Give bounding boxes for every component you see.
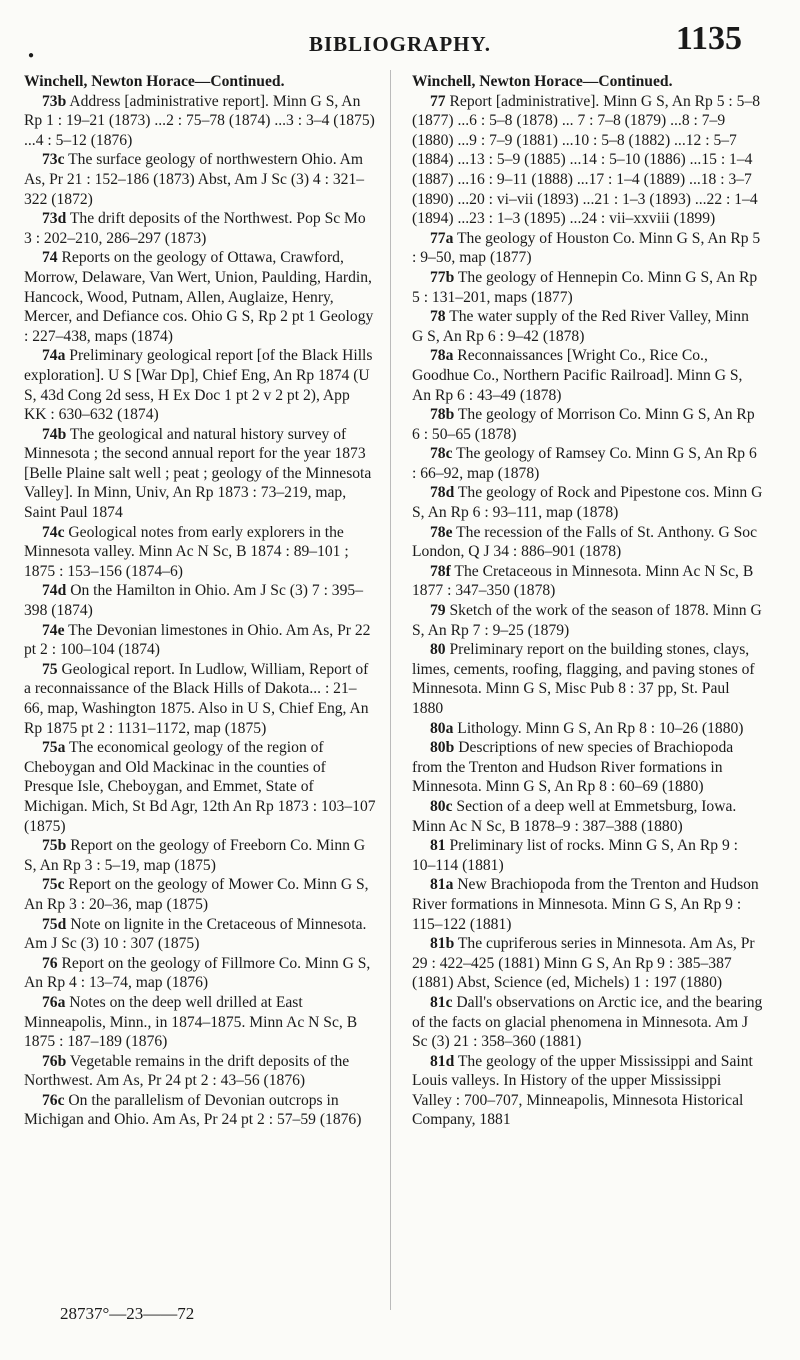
entry-text: The Devonian limestones in Ohio. Am As, Pr 22 pt 2 : 100–104 (1874) [24, 621, 371, 659]
entry-key: 74a [42, 347, 66, 365]
bibliography-entry [24, 660, 376, 738]
bibliography-entry [24, 425, 376, 523]
entry-key: 78a [430, 347, 454, 365]
entry-text: The geological and natural history survey of Minnesota ; the second annual report for the year 1873 [Belle Plaine salt well ; peat ; geology of the Minnesota Valley]. In Minn, Univ, An Rp 1873 : 73–219, map, Saint Paul 1874 [24, 425, 372, 522]
entry-key: 74 [42, 249, 58, 267]
bibliography-entry [24, 621, 376, 660]
entry-key: 78f [430, 562, 451, 580]
entry-text: The geology of Morrison Co. Minn G S, An Rp 6 : 50–65 (1878) [412, 406, 755, 443]
entry-key: 81 [430, 837, 446, 855]
bibliography-entry [412, 405, 764, 444]
bibliography-entry [412, 993, 764, 1052]
entry-key: 77a [430, 229, 454, 247]
entry-text: Report on the geology of Mower Co. Minn G S, An Rp 3 : 20–36, map (1875) [24, 876, 369, 913]
entry-text: Report [administrative]. Minn G S, An Rp 5 : 5–8 (1877) ...6 : 5–8 (1878) ... 7 : 7–8 (1879) ...8 : 7–9 (1880) ...9 : 7–9 (1881) ...10 : 5–8 (1882) ...12 : 5–7 (1884) ...13 : 5–9 (1885) ...14 : 5–10 (1886) ...15 : 1–4 (1887) ...16 : 9–11 (1888) ...17 : 1–4 (1889) ...18 : 3–7 (1890) ...20 : vi–vii (1893) ...21 : 1–3 (1893) ...22 : 1–4 (1894) ...23 : 1–3 (1895) ...24 : vii–xxviii (1899) [412, 92, 761, 228]
entry-text: Reconnaissances [Wright Co., Rice Co., Goodhue Co., Northern Pacific Railroad]. Minn G S, An Rp 6 : 43–49 (1878) [412, 347, 743, 404]
bibliography-entry [412, 797, 764, 836]
entry-key: 81a [430, 876, 454, 894]
bibliography-entry [412, 640, 764, 718]
bibliography-entry [412, 601, 764, 640]
bibliography-entry [24, 209, 376, 248]
bibliography-entry [412, 1052, 764, 1130]
page-number: 1135 [675, 20, 742, 57]
entry-key: 78d [430, 484, 455, 502]
entry-text: Sketch of the work of the season of 1878. Minn G S, An Rp 7 : 9–25 (1879) [412, 602, 762, 639]
entry-text: Report on the geology of Freeborn Co. Minn G S, An Rp 3 : 5–19, map (1875) [24, 837, 366, 874]
entry-key: 75a [42, 739, 66, 757]
entry-text: The surface geology of northwestern Ohio. Am As, Pr 21 : 152–186 (1873) Abst, Am J Sc (3) 4 : 321–322 (1872) [24, 151, 365, 208]
entry-text: Notes on the deep well drilled at East Minneapolis, Minn., in 1874–1875. Minn Ac N Sc, B 1875 : 187–189 (1876) [24, 993, 358, 1051]
bibliography-entry [24, 954, 376, 993]
entry-key: 81c [430, 993, 453, 1011]
entry-text: Lithology. Minn G S, An Rp 8 : 10–26 (1880) [457, 719, 744, 737]
entry-text: Preliminary list of rocks. Minn G S, An Rp 9 : 10–114 (1881) [412, 837, 738, 874]
entry-text: Preliminary geological report [of the Black Hills exploration]. U S [War Dp], Chief Eng, An Rp 1874 (U S, 43d Cong 2d sess, H Ex Doc 1 pt 2 v 2 pt 2), App KK : 630–632 (1874) [24, 347, 373, 424]
entry-text: The Cretaceous in Minnesota. Minn Ac N Sc, B 1877 : 347–350 (1878) [412, 562, 754, 600]
column-divider [390, 70, 391, 1310]
entry-text: Preliminary report on the building stones, clays, limes, cements, roofing, flagging, and paving stones of Minnesota. Minn G S, Misc Pub 8 : 37 pp, St. Paul 1880 [412, 641, 755, 717]
bibliography-entry [412, 719, 764, 739]
entry-text: The geology of Houston Co. Minn G S, An Rp 5 : 9–50, map (1877) [412, 229, 761, 267]
bibliography-entry [412, 836, 764, 875]
bibliography-entry [412, 523, 764, 562]
bibliography-entry [24, 875, 376, 914]
entry-key: 80a [430, 719, 454, 737]
entry-key: 73d [42, 210, 67, 228]
entry-text: The drift deposits of the Northwest. Pop Sc Mo 3 : 202–210, 286–297 (1873) [24, 210, 366, 247]
entry-text: On the Hamilton in Ohio. Am J Sc (3) 7 : 395–398 (1874) [24, 582, 363, 620]
entry-key: 77 [430, 92, 446, 110]
entry-text: The water supply of the Red River Valley, Minn G S, An Rp 6 : 9–42 (1878) [412, 308, 749, 345]
entry-key: 81b [430, 935, 455, 953]
entry-key: 81d [430, 1052, 455, 1070]
bibliography-entry [24, 248, 376, 346]
bibliography-entry [412, 738, 764, 797]
entry-text: The cupriferous series in Minnesota. Am As, Pr 29 : 422–425 (1881) Minn G S, An Rp 9 : 385–387 (1881) Abst, Science (ed, Michels) 1 : 197 (1880) [412, 935, 755, 992]
entry-text: The recession of the Falls of St. Anthony. G Soc London, Q J 34 : 886–901 (1878) [412, 523, 758, 561]
bibliography-entry [412, 483, 764, 522]
entry-key: 79 [430, 602, 446, 620]
entry-text: Geological report. In Ludlow, William, Report of a reconnaissance of the Black Hills of Dakota... : 21–66, map, Washington 1875. Also in U S, Chief Eng, An Rp 1875 pt 2 : 1131–1172, map (1875) [24, 660, 369, 737]
bibliography-entry [24, 993, 376, 1052]
entry-key: 74b [42, 425, 67, 443]
bibliography-entry [24, 523, 376, 582]
column-heading: Winchell, Newton Horace—Continued. [24, 73, 285, 90]
bibliography-entry [412, 268, 764, 307]
entry-text: Report on the geology of Fillmore Co. Minn G S, An Rp 4 : 13–74, map (1876) [24, 954, 371, 992]
bibliography-entry [412, 934, 764, 993]
entry-text: The geology of Ramsey Co. Minn G S, An Rp 6 : 66–92, map (1878) [412, 445, 757, 482]
bullet-mark: ● [28, 50, 35, 61]
entry-text: The geology of the upper Mississippi and Saint Louis valleys. In History of the upper Mississippi Valley : 700–707, Minneapolis, Minnesota Historical Company, 1881 [412, 1052, 753, 1129]
bibliography-entry [24, 738, 376, 836]
bibliography-entry [412, 562, 764, 601]
entry-key: 78e [430, 523, 453, 541]
entry-key: 75c [42, 876, 65, 894]
entry-key: 73b [42, 92, 67, 110]
bibliography-entry [412, 444, 764, 483]
entry-key: 78c [430, 445, 453, 463]
bibliography-entry [24, 581, 376, 620]
entry-text: Address [administrative report]. Minn G S, An Rp 1 : 19–21 (1873) ...2 : 75–78 (1874) ...3 : 3–4 (1875) ...4 : 5–12 (1876) [24, 92, 375, 149]
entry-key: 76a [42, 993, 66, 1011]
bibliography-entry [24, 92, 376, 151]
entry-text: The economical geology of the region of Cheboygan and Old Mackinac in the counties of Presque Isle, Cheboygan, and Emmet, State of Michigan. Mich, St Bd Agr, 12th An Rp 1873 : 103–107 (1875) [24, 739, 376, 835]
bibliography-entry [24, 915, 376, 954]
entry-text: The geology of Rock and Pipestone cos. Minn G S, An Rp 6 : 93–111, map (1878) [412, 484, 763, 522]
entry-key: 74c [42, 523, 65, 541]
entry-key: 78 [430, 308, 446, 326]
bibliography-entry [412, 346, 764, 405]
bibliography-entry [412, 92, 764, 229]
bibliography-entry [24, 1091, 376, 1130]
bibliography-entry [412, 229, 764, 268]
bibliography-entry [24, 836, 376, 875]
entry-key: 80b [430, 739, 455, 757]
bibliography-entry [24, 150, 376, 209]
entry-key: 80c [430, 797, 453, 815]
entry-text: Section of a deep well at Emmetsburg, Iowa. Minn Ac N Sc, B 1878–9 : 387–388 (1880) [412, 797, 737, 835]
bibliography-entry [24, 1052, 376, 1091]
entry-key: 80 [430, 641, 446, 659]
entry-key: 74e [42, 621, 65, 639]
entry-text: Reports on the geology of Ottawa, Crawford, Morrow, Delaware, Van Wert, Union, Paulding, Hardin, Hancock, Wood, Putnam, Allen, Auglaize, Henry, Mercer, and Defiance cos. Ohio G S, Rp 2 pt 1 Geology : 227–438, maps (1874) [24, 249, 374, 345]
entry-key: 74d [42, 582, 67, 600]
printer-signature: 28737°—23——72 [60, 1304, 195, 1323]
entry-key: 75 [42, 660, 58, 678]
entry-key: 77b [430, 268, 455, 286]
entry-text: On the parallelism of Devonian outcrops in Michigan and Ohio. Am As, Pr 24 pt 2 : 57–59 (1876) [24, 1091, 362, 1129]
entry-text: Dall's observations on Arctic ice, and the bearing of the facts on glacial phenomena in Minnesota. Am J Sc (3) 21 : 358–360 (1881) [412, 993, 763, 1051]
entry-key: 76c [42, 1091, 65, 1109]
entry-key: 73c [42, 151, 65, 169]
entry-text: The geology of Hennepin Co. Minn G S, An Rp 5 : 131–201, maps (1877) [412, 268, 758, 306]
right-column [412, 72, 764, 1130]
left-column [24, 72, 376, 1130]
entry-text: Note on lignite in the Cretaceous of Minnesota. Am J Sc (3) 10 : 307 (1875) [24, 915, 367, 953]
entry-key: 76b [42, 1052, 67, 1070]
entry-text: Vegetable remains in the drift deposits of the Northwest. Am As, Pr 24 pt 2 : 43–56 (1876) [24, 1052, 350, 1090]
page-header [40, 14, 760, 64]
column-heading: Winchell, Newton Horace—Continued. [412, 73, 673, 90]
entry-key: 75b [42, 837, 67, 855]
entry-text: New Brachiopoda from the Trenton and Hudson River formations in Minnesota. Minn G S, An Rp 9 : 115–122 (1881) [412, 876, 759, 933]
entry-key: 75d [42, 915, 67, 933]
running-title: BIBLIOGRAPHY. [308, 32, 491, 56]
entry-key: 76 [42, 954, 58, 972]
bibliography-entry [24, 346, 376, 424]
entry-text: Geological notes from early explorers in the Minnesota valley. Minn Ac N Sc, B 1874 : 89–101 ; 1875 : 153–156 (1874–6) [24, 523, 349, 580]
bibliography-entry [412, 875, 764, 934]
entry-text: Descriptions of new species of Brachiopoda from the Trenton and Hudson River formations in Minnesota. Minn G S, An Rp 8 : 60–69 (1880) [412, 739, 734, 796]
bibliography-entry [412, 307, 764, 346]
entry-key: 78b [430, 406, 455, 424]
